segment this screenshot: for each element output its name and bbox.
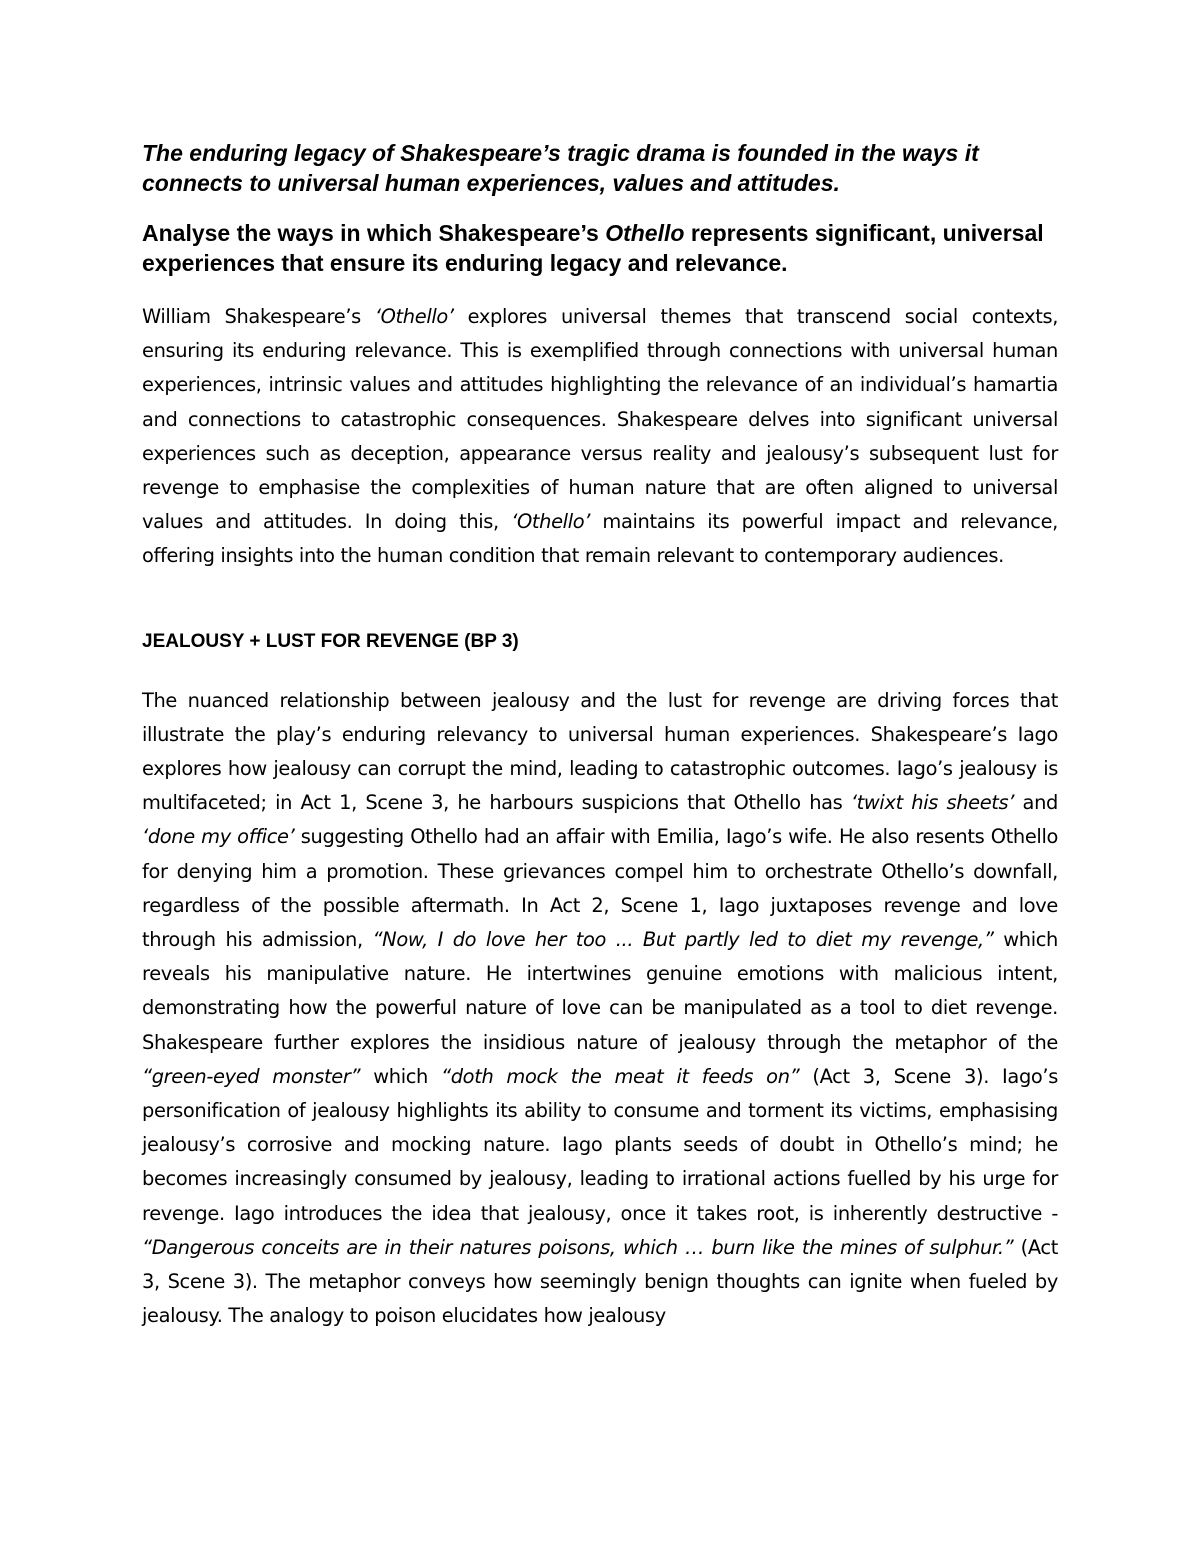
document-page bbox=[142, 138, 1058, 1333]
bp3-text: which reveals his manipulative nature. He intertwines genuine emotions with malicious intent, demonstrating how the powerful nature of love can be manipulated as a tool to diet revenge. Shakespeare further explores the insidious nature of jealousy through the metaphor of the bbox=[142, 928, 1058, 1054]
section-heading: JEALOUSY + LUST FOR REVENGE (BP 3) bbox=[142, 630, 519, 652]
intro-text: William Shakespeare’s bbox=[142, 305, 375, 328]
bp3-quote: ‘twixt his sheets’ bbox=[850, 791, 1015, 815]
intro-text: maintains its powerful impact and relevance, offering insights into the human condition that remain relevant to contemporary audiences. bbox=[142, 510, 1058, 568]
essay-prompt-statement: The enduring legacy of Shakespeare’s tragic drama is founded in the ways it connects to universal human experiences, values and attitudes. bbox=[142, 140, 979, 196]
bp3-text: The nuanced relationship between jealousy and the lust for revenge are driving forces that illustrate the play’s enduring relevancy to universal human experiences. Shakespeare’s Iago explores how jealousy can corrupt the mind, leading to catastrophic outcomes. Iago’s jealousy is multifaceted; in Act 1, Scene 3, he harbours suspicions that Othello has bbox=[142, 688, 1058, 815]
bp3-text: which bbox=[360, 1064, 442, 1088]
bp3-quote: “Dangerous conceits are in their natures poisons, which … burn like the mines of sulphur.” bbox=[142, 1235, 1014, 1259]
essay-prompt-task-pre: Analyse the ways in which Shakespeare’s bbox=[142, 220, 606, 246]
bp3-quote: “Now, I do love her too ... But partly led to diet my revenge,” bbox=[372, 928, 994, 952]
bp3-text: and bbox=[1014, 791, 1058, 815]
bp3-text: (Act 3, Scene 3). Iago’s personification of jealousy highlights its ability to consume and torment its victims, emphasising jealousy’s corrosive and mocking nature. Iago plants seeds of doubt in Othello’s mind; he becomes increasingly consumed by jealousy, leading to irrational actions fuelled by his urge for revenge. Iago introduces the idea that jealousy, once it takes root, is inherently destructive - bbox=[142, 1064, 1058, 1225]
intro-quote: ‘Othello’ bbox=[374, 305, 454, 328]
essay-prompt-task-title: Othello bbox=[605, 220, 685, 246]
body-paragraph-3 bbox=[142, 684, 1058, 1334]
bp3-text: suggesting Othello had an affair with Emilia, Iago’s wife. He also resents Othello for denying him a promotion. These grievances compel him to orchestrate Othello’s downfall, regardless of the possible aftermath. In Act 2, Scene 1, Iago juxtaposes revenge and love through his admission, bbox=[142, 825, 1059, 952]
bp3-quote: “doth mock the meat it feeds on” bbox=[441, 1064, 800, 1088]
essay-prompt-task bbox=[142, 218, 1058, 278]
bp3-quote: “green-eyed monster” bbox=[142, 1064, 361, 1088]
intro-quote: ‘Othello’ bbox=[511, 510, 591, 534]
introduction-paragraph bbox=[142, 300, 1058, 574]
bp3-text: (Act 3, Scene 3). The metaphor conveys how seemingly benign thoughts can ignite when fueled by jealousy. The analogy to poison elucidates how jealousy bbox=[142, 1235, 1058, 1328]
essay-prompt-task-post: represents significant, universal experiences that ensure its enduring legacy and relevance. bbox=[142, 220, 1044, 276]
intro-text: explores universal themes that transcend social contexts, ensuring its enduring relevance. This is exemplified through connections with universal human experiences, intrinsic values and attitudes highlighting the relevance of an individual’s hamartia and connections to catastrophic consequences. Shakespeare delves into significant universal experiences such as deception, appearance versus reality and jealousy’s subsequent lust for revenge to emphasise the complexities of human nature that are often aligned to universal values and attitudes. In doing this, bbox=[142, 305, 1059, 534]
bp3-quote: ‘done my office’ bbox=[142, 825, 295, 849]
